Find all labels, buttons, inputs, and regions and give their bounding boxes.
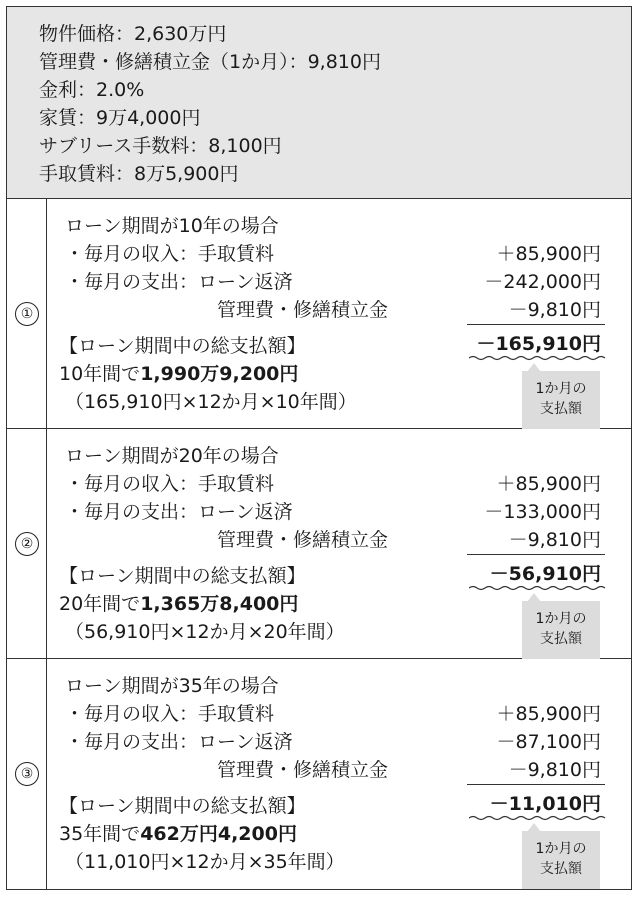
sum-line — [467, 554, 605, 555]
total-value: 1,365万8,400円 — [140, 593, 299, 615]
income-value: ＋85,900円 — [496, 703, 601, 725]
total-line — [59, 589, 298, 616]
callout-line-1: 1か月の — [535, 381, 587, 397]
wavy-underline — [469, 585, 607, 591]
total-line — [59, 359, 298, 386]
income-value: ＋85,900円 — [496, 473, 601, 495]
monthly-payment-callout — [522, 831, 600, 889]
total-heading: 【ローン期間中の総支払額】 — [59, 565, 306, 587]
income-label: ・毎月の収入：手取賃料 — [65, 703, 275, 725]
expense-label: ・毎月の支出：ローン返済 — [65, 271, 293, 293]
callout-line-2: 支払額 — [540, 631, 582, 647]
management-fee-value: －9,810円 — [508, 529, 601, 551]
property-price: 物件価格：2,630万円 — [39, 23, 227, 45]
loan-payment-value: －242,000円 — [484, 271, 601, 293]
calc-formula: （165,910円×12か月×10年間） — [65, 391, 357, 413]
case-20-years — [7, 429, 631, 659]
wavy-underline — [469, 355, 607, 361]
total-heading: 【ローン期間中の総支払額】 — [59, 335, 306, 357]
case-number: ③ — [15, 762, 39, 786]
case-title: ローン期間が10年の場合 — [65, 215, 279, 237]
management-fee-label: 管理費・修繕積立金 — [217, 529, 389, 551]
comparison-table — [6, 6, 632, 890]
management-fee: 管理費・修繕積立金（1か月）：9,810円 — [39, 51, 381, 73]
case-10-years — [7, 199, 631, 429]
case-title: ローン期間が20年の場合 — [65, 445, 279, 467]
total-value: 1,990万9,200円 — [140, 363, 299, 385]
management-fee-value: －9,810円 — [508, 299, 601, 321]
callout-line-2: 支払額 — [540, 861, 582, 877]
case-35-years — [7, 659, 631, 889]
management-fee-label: 管理費・修繕積立金 — [217, 299, 389, 321]
case-number: ① — [15, 302, 39, 326]
wavy-underline — [469, 815, 607, 821]
loan-payment-value: －87,100円 — [496, 731, 601, 753]
expense-label: ・毎月の支出：ローン返済 — [65, 731, 293, 753]
callout-line-2: 支払額 — [540, 401, 582, 417]
sum-line — [467, 324, 605, 325]
income-label: ・毎月の収入：手取賃料 — [65, 473, 275, 495]
total-prefix: 10年間で — [59, 363, 141, 385]
management-fee-label: 管理費・修繕積立金 — [217, 759, 389, 781]
loan-payment-value: －133,000円 — [484, 501, 601, 523]
total-heading: 【ローン期間中の総支払額】 — [59, 795, 306, 817]
monthly-total: －56,910円 — [489, 563, 601, 585]
case-number-cell — [7, 659, 47, 889]
callout-line-1: 1か月の — [535, 611, 587, 627]
monthly-payment-callout — [522, 371, 600, 429]
calc-formula: （56,910円×12か月×20年間） — [65, 621, 345, 643]
monthly-total: －165,910円 — [476, 333, 601, 355]
income-value: ＋85,900円 — [496, 243, 601, 265]
income-label: ・毎月の収入：手取賃料 — [65, 243, 275, 265]
total-prefix: 35年間で — [59, 823, 141, 845]
property-conditions-box — [7, 7, 631, 199]
case-number-cell — [7, 199, 47, 428]
rent: 家賃：9万4,000円 — [39, 107, 201, 129]
net-rent: 手取賃料：8万5,900円 — [39, 163, 239, 185]
total-prefix: 20年間で — [59, 593, 141, 615]
management-fee-value: －9,810円 — [508, 759, 601, 781]
interest-rate: 金利：2.0% — [39, 79, 145, 101]
case-title: ローン期間が35年の場合 — [65, 675, 279, 697]
total-value: 462万円4,200円 — [140, 823, 297, 845]
expense-label: ・毎月の支出：ローン返済 — [65, 501, 293, 523]
calc-formula: （11,010円×12か月×35年間） — [65, 851, 345, 873]
sublease-fee: サブリース手数料：8,100円 — [39, 135, 282, 157]
callout-line-1: 1か月の — [535, 841, 587, 857]
case-number: ② — [15, 532, 39, 556]
total-line — [59, 819, 297, 846]
monthly-total: －11,010円 — [489, 793, 601, 815]
sum-line — [467, 784, 605, 785]
monthly-payment-callout — [522, 601, 600, 659]
case-number-cell — [7, 429, 47, 658]
